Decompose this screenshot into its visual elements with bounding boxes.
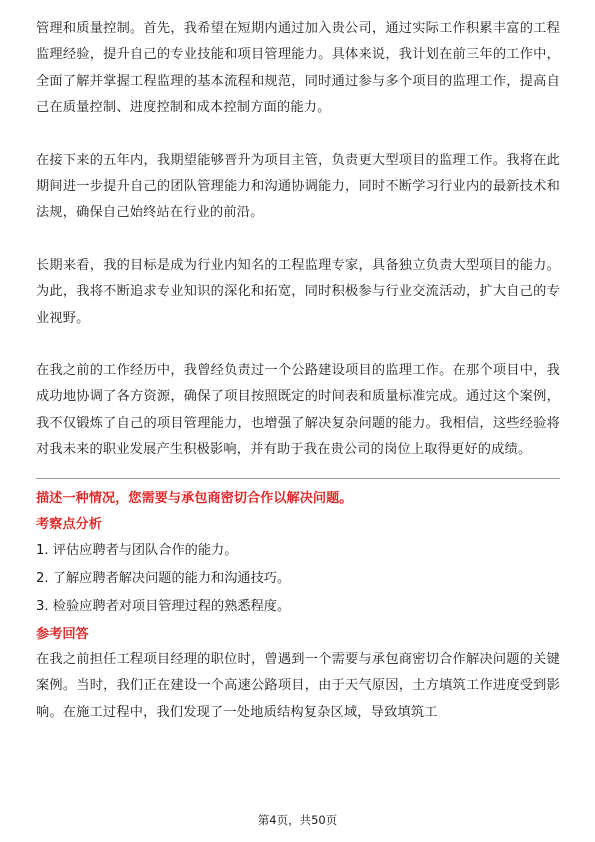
document-page [36, 16, 560, 726]
body-paragraph-3: 长期来看，我的目标是成为行业内知名的工程监理专家，具备独立负责大型项目的能力。为此，我将不断追求专业知识的深化和拓宽，同时积极参与行业交流活动，扩大自己的专业视野。 [36, 257, 560, 326]
body-paragraph-4: 在我之前的工作经历中，我曾经负责过一个公路建设项目的监理工作。在那个项目中，我成功地协调了各方资源，确保了项目按照既定的时间表和质量标准完成。通过这个案例，我不仅锻炼了自己的项目管理能力，也增强了解决复杂问题的能力。我相信，这些经验将对我未来的职业发展产生积极影响，并有助于我在贵公司的岗位上取得更好的成绩。 [36, 363, 560, 458]
body-paragraph-2: 在接下来的五年内，我期望能够晋升为项目主管，负责更大型项目的监理工作。我将在此期间进一步提升自己的团队管理能力和沟通协调能力，同时不断学习行业内的最新技术和法规，确保自己始终站在行业的前沿。 [36, 152, 560, 221]
analysis-heading: 考察点分析 [36, 516, 102, 532]
paragraph-gap [36, 227, 560, 253]
paragraph-gap [36, 332, 560, 358]
analysis-point: 2. 了解应聘者解决问题的能力和沟通技巧。 [36, 570, 291, 586]
analysis-point: 1. 评估应聘者与团队合作的能力。 [36, 542, 238, 558]
body-paragraph-1: 管理和质量控制。首先，我希望在短期内通过加入贵公司，通过实际工作积累丰富的工程监理经验，提升自己的专业技能和项目管理能力。具体来说，我计划在前三年的工作中，全面了解并掌握工程监理的基本流程和规范，同时通过参与多个项目的监理工作，提高自己在质量控制、进度控制和成本控制方面的能力。 [36, 21, 560, 116]
reference-answer: 在我之前担任工程项目经理的职位时，曾遇到一个需要与承包商密切合作解决问题的关键案例。当时，我们正在建设一个高速公路项目，由于天气原因，土方填筑工作进度受到影响。在施工过程中，我们发现了一处地质结构复杂区域，导致填筑工 [36, 651, 560, 720]
analysis-point: 3. 检验应聘者对项目管理过程的熟悉程度。 [36, 598, 291, 614]
paragraph-gap [36, 122, 560, 148]
page-number-footer: 第4页，共50页 [257, 813, 338, 827]
interview-question: 描述一种情况，您需要与承包商密切合作以解决问题。 [36, 490, 353, 506]
section-divider [36, 478, 560, 479]
reference-heading: 参考回答 [36, 626, 89, 642]
